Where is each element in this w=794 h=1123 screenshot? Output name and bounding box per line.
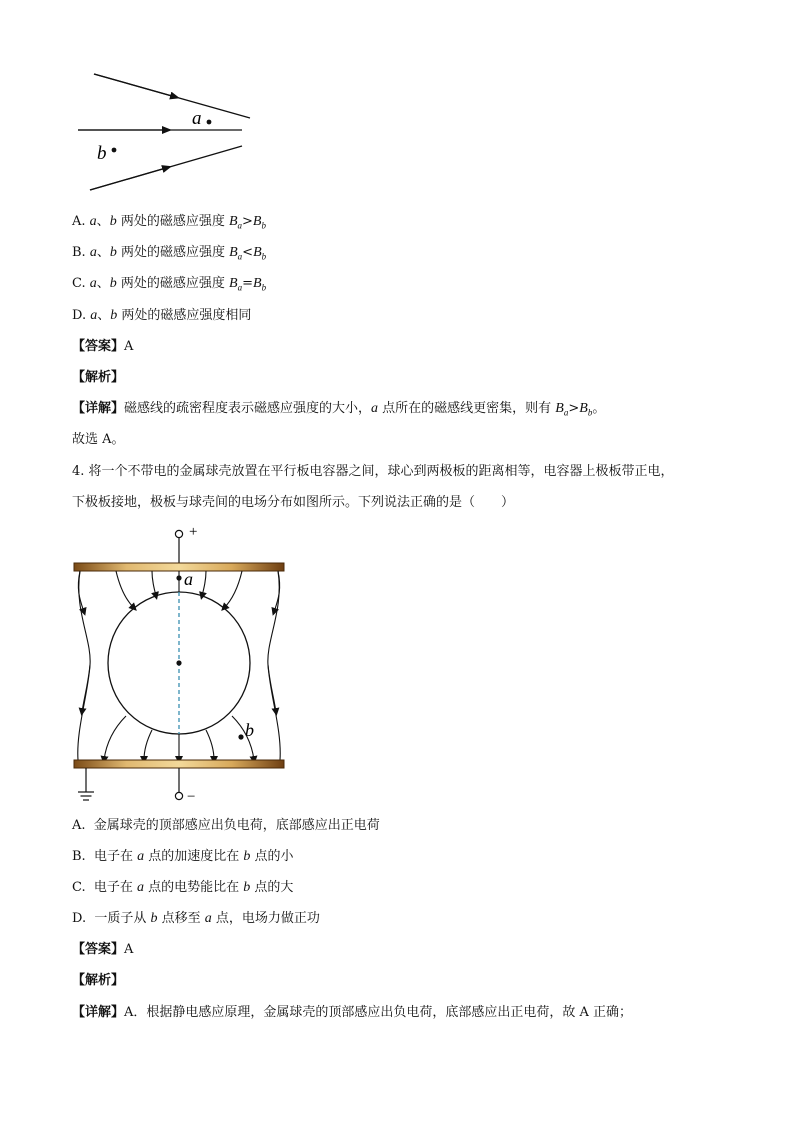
field-line-bottom-arrow [90,167,170,190]
bottom-terminal [175,792,182,799]
point-b-dot [112,148,117,153]
field-line-top-arrow [94,74,178,98]
q3-option-a: A. a、b 两处的磁感应强度 $B_a>B_b$ [72,214,266,231]
field-line [144,730,152,760]
q4-stem-line2: 下极板接地，极板与球壳间的电场分布如图所示。下列说法正确的是（ ） [72,495,515,510]
field-line [116,571,134,608]
top-plate [74,563,284,571]
point-a-dot [176,575,181,580]
q3-detail: 【详解】磁感线的疏密程度表示磁感应强度的大小，a 点所在的磁感线更密集，则有 $B_a>B_b$。 [72,401,606,418]
q4-option-b: B. 电子在 a 点的加速度比在 b 点的小 [72,849,294,864]
point-b-label: b [245,720,254,740]
point-b-label: b [97,143,107,164]
q3-option-b: B. a、b 两处的磁感应强度 $B_a<B_b$ [72,245,267,262]
q4-answer: 【答案】A [72,942,134,957]
q3-option-c: C. a、b 两处的磁感应强度 $B_a=B_b$ [72,276,267,293]
point-b-dot [238,734,243,739]
q3-answer: 【答案】A [72,339,134,354]
field-line [152,571,156,596]
field-line-right-arrow [274,571,280,612]
field-line-left-arrow2 [82,665,90,712]
sphere-center-dot [176,660,181,665]
q4-option-a: A. 金属球壳的顶部感应出负电荷，底部感应出正电荷 [72,818,380,833]
q3-option-d: D. a、b 两处的磁感应强度相同 [72,308,252,323]
bottom-plate [74,760,284,768]
q4-detail: 【详解】A．根据静电感应原理，金属球壳的顶部感应出负电荷，底部感应出正电荷，故 A 正确； [72,1005,633,1020]
field-line-right-arrow2 [268,665,276,712]
field-line [206,730,214,760]
point-a-label: a [184,569,193,589]
field-line-left-arrow [78,571,84,612]
q4-stem-line1: 4. 将一个不带电的金属球壳放置在平行板电容器之间，球心到两极板的距离相等，电容器上极板带正电， [72,464,674,479]
q3-conclusion: 故选 A。 [72,432,125,447]
field-line [104,716,126,760]
field-line [202,571,206,596]
q4-option-c: C. 电子在 a 点的电势能比在 b 点的大 [72,880,294,895]
point-a-label: a [192,108,202,129]
q4-option-d: D. 一质子从 b 点移至 a 点，电场力做正功 [72,911,320,926]
field-lines-figure [70,66,270,196]
q4-analysis-heading: 【解析】 [72,973,125,988]
minus-sign: − [187,789,196,805]
capacitor-figure [64,520,304,810]
plus-sign: + [189,524,198,540]
point-a-dot [207,120,212,125]
q3-analysis-heading: 【解析】 [72,370,125,385]
top-terminal [175,530,182,537]
field-line [224,571,242,608]
